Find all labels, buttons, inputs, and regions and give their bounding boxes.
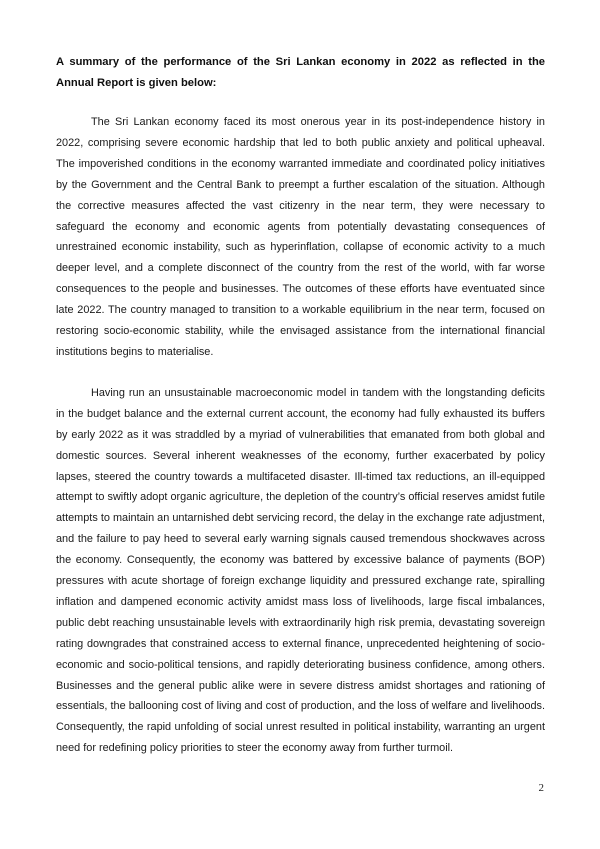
document-body (56, 52, 545, 779)
paragraph-1: The Sri Lankan economy faced its most onerous year in its post-independence history in 2022, comprising severe economic hardship that led to both public anxiety and political upheaval. The impoverished conditions in the economy warranted immediate and coordinated policy initiatives by the Government and the Central Bank to preempt a further escalation of the situation. Although the corrective measures affected the vast citizenry in the near term, they were necessary to safeguard the economy and economic agents from potentially devastating consequences of unrestrained economic instability, such as hyperinflation, collapse of economic activity to a much deeper level, and a complete disconnect of the country from the rest of the world, with far worse consequences to the people and businesses. The outcomes of these efforts have eventuated since late 2022. The country managed to transition to a workable equilibrium in the near term, focused on restoring socio-economic stability, while the envisaged assistance from the international financial institutions begins to materialise. (56, 116, 545, 358)
section-heading: A summary of the performance of the Sri Lankan economy in 2022 as reflected in the Annual Report is given below: (56, 56, 545, 89)
paragraph-2: Having run an unsustainable macroeconomic model in tandem with the longstanding deficits in the budget balance and the external current account, the economy had fully exhausted its buffers by early 2022 as it was straddled by a myriad of vulnerabilities that emanated from both global and domestic sources. Several inherent weaknesses of the economy, further exacerbated by policy lapses, steered the country towards a multifaceted disaster. Ill-timed tax reductions, an ill-equipped attempt to swiftly adopt organic agriculture, the depletion of the country’s official reserves amidst futile attempts to maintain an untarnished debt servicing record, the delay in the exchange rate adjustment, and the failure to pay heed to several early warning signals caused tremendous shockwaves across the economy. Consequently, the economy was battered by excessive balance of payments (BOP) pressures with acute shortage of foreign exchange liquidity and pressured exchange rate, spiralling inflation and dampened economic activity amidst mass loss of livelihoods, large fiscal imbalances, public debt reaching unsustainable levels with extraordinarily high risk premia, devastating sovereign rating downgrades that constrained access to external finance, unprecedented heightening of socio-economic and socio-political tensions, and rapidly deteriorating business confidence, among others. Businesses and the general public alike were in severe distress amidst shortages and rationing of essentials, the ballooning cost of living and cost of production, and the loss of welfare and livelihoods. Consequently, the rapid unfolding of social unrest resulted in political instability, warranting an urgent need for redefining policy priorities to steer the economy away from further turmoil. (56, 386, 545, 755)
page-number: 2 (538, 782, 544, 794)
